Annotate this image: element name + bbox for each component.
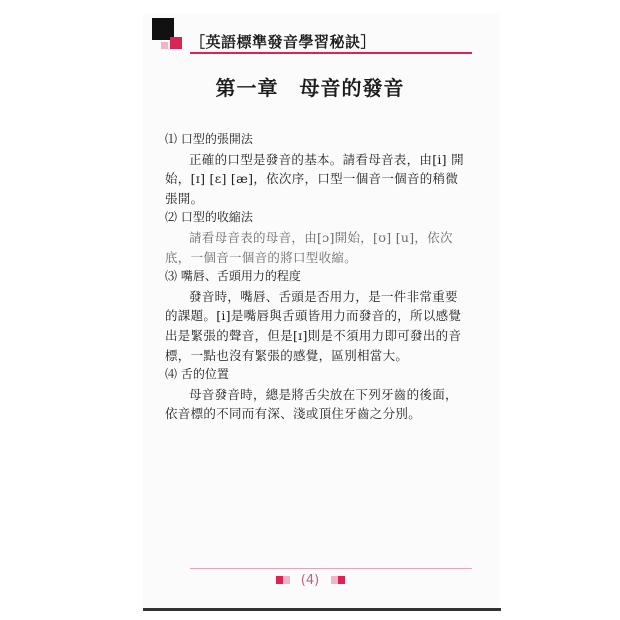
section-2-heading: ⑵ 口型的收縮法 [165,210,253,225]
header-rule [190,52,472,54]
section-4-heading: ⑷ 舌的位置 [165,367,229,382]
footer-decoration-right [331,576,345,584]
section-3-paragraph: 發音時，嘴唇、舌頭是否用力，是一件非常重要的課題。[i]是嘴唇與舌頭皆用力而發音的，所以感覺出是緊張的聲音，但是[ɪ]則是不須用力即可發出的音標，一點也沒有緊張的感覺，區別相當大。 [165,288,462,363]
page-body [165,130,465,424]
page-number: (4) [300,573,320,588]
header-decoration-pink [161,42,168,49]
section-1-heading: ⑴ 口型的張開法 [165,132,253,146]
page-bottom-edge [143,608,501,611]
footer-rule [190,568,472,569]
section-2-paragraph: 請看母音表的母音，由[ɔ]開始，[ʊ] [u]，依次底，一個音一個音的將口型收縮。 [165,229,453,265]
running-header-title: ［英語標準發音學習秘訣］ [190,33,377,51]
header-decoration-red [170,37,182,49]
section-3-heading: ⑶ 嘴唇、舌頭用力的程度 [165,269,301,284]
section-1-paragraph: 正確的口型是發音的基本。請看母音表，由[i] 開始，[ɪ] [ɛ] [æ]，依次序，口型一個音一個音的稍微張開。 [165,151,464,206]
section-4-paragraph: 母音發音時，總是將舌尖放在下列牙齒的後面，依音標的不同而有深、淺或頂住牙齒之分別。 [165,386,458,422]
chapter-title: 第一章 母音的發音 [215,76,405,100]
